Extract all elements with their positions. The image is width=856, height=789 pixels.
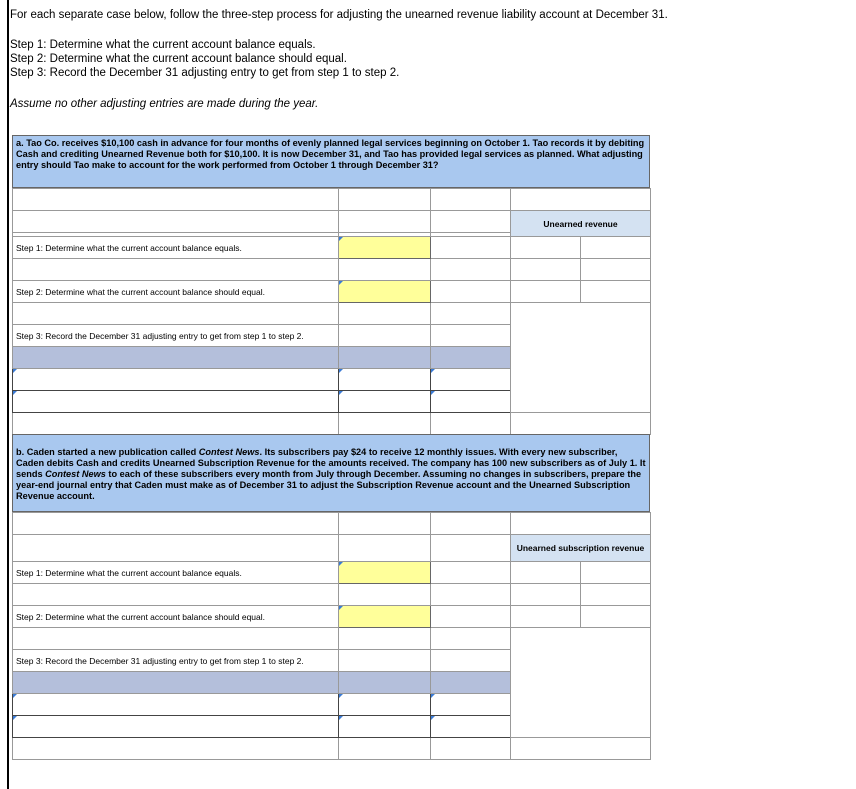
- case-a-step3-label: Step 3: Record the December 31 adjusting entry to get from step 1 to step 2.: [13, 325, 339, 347]
- t-account-field[interactable]: [581, 583, 654, 606]
- journal-account-field[interactable]: [13, 390, 342, 413]
- empty-cell: [511, 628, 651, 738]
- case-a-step2-input[interactable]: [339, 281, 431, 303]
- journal-account-field[interactable]: [13, 693, 342, 716]
- case-b-publication-name: Contest News: [198, 447, 260, 457]
- empty-cell: [339, 584, 431, 606]
- journal-account-field[interactable]: [13, 368, 342, 391]
- empty-cell: [339, 513, 431, 535]
- empty-cell: [13, 535, 339, 562]
- empty-cell: [431, 562, 511, 584]
- case-b-journal-debit-2[interactable]: [339, 716, 431, 738]
- instruction-step1: Step 1: Determine what the current account balance equals.: [10, 39, 316, 51]
- journal-debit-field[interactable]: [339, 368, 434, 391]
- case-a-t-debit-3[interactable]: [511, 281, 581, 303]
- case-b-t-credit-1[interactable]: [581, 562, 651, 584]
- case-b-t-debit-2[interactable]: [511, 584, 581, 606]
- case-a-t-debit-2[interactable]: [511, 259, 581, 281]
- case-a-t-debit-1[interactable]: [511, 237, 581, 259]
- case-a-step2-label: Step 2: Determine what the current account balance should equal.: [13, 281, 339, 303]
- case-a-journal-credit-1[interactable]: [431, 369, 511, 391]
- case-a-step2-field[interactable]: [339, 280, 434, 303]
- empty-cell: [339, 738, 431, 760]
- case-b-journal-account-2[interactable]: [13, 716, 339, 738]
- case-a-journal-debit-2[interactable]: [339, 391, 431, 413]
- case-a-step1-label: Step 1: Determine what the current account balance equals.: [13, 237, 339, 259]
- journal-debit-field[interactable]: [339, 693, 434, 716]
- empty-cell: [13, 584, 339, 606]
- empty-cell: [339, 259, 431, 281]
- empty-cell: [431, 211, 511, 237]
- empty-cell: [339, 628, 431, 650]
- empty-cell: [511, 513, 651, 535]
- empty-cell: [13, 413, 339, 435]
- empty-cell: [431, 606, 511, 628]
- journal-header-cell: [13, 672, 339, 694]
- case-b-step1-field[interactable]: [339, 561, 434, 584]
- empty-cell: [431, 413, 511, 435]
- t-account-field[interactable]: [511, 605, 584, 628]
- empty-cell: [13, 189, 339, 211]
- t-account-field[interactable]: [581, 258, 654, 281]
- empty-cell: [431, 628, 511, 650]
- case-b-text-2: . Its subscribers pay $24 to receive 12 monthly issues. With every new subscriber, Caden debits Cash and credits Unearned Subscription Revenue for the amounts received. The company has 100 new subscribers as of July 1. It sends: [16, 447, 646, 479]
- case-b-journal-debit-1[interactable]: [339, 694, 431, 716]
- journal-credit-field[interactable]: [431, 715, 514, 738]
- case-a-t-credit-2[interactable]: [581, 259, 651, 281]
- empty-cell: [339, 325, 431, 347]
- journal-account-field[interactable]: [13, 715, 342, 738]
- empty-cell: [339, 535, 431, 562]
- empty-cell: [13, 303, 339, 325]
- empty-cell: [13, 513, 339, 535]
- t-account-field[interactable]: [581, 236, 654, 259]
- empty-cell: [431, 281, 511, 303]
- empty-cell: [431, 237, 511, 259]
- empty-cell: [339, 189, 431, 211]
- instruction-step2: Step 2: Determine what the current account balance should equal.: [10, 53, 347, 65]
- journal-debit-field[interactable]: [339, 390, 434, 413]
- case-a-journal-debit-1[interactable]: [339, 369, 431, 391]
- case-b-text-1: b. Caden started a new publication called: [16, 447, 199, 457]
- empty-cell: [431, 584, 511, 606]
- case-a-journal-account-1[interactable]: [13, 369, 339, 391]
- case-a-journal-account-2[interactable]: [13, 391, 339, 413]
- journal-credit-field[interactable]: [431, 390, 514, 413]
- empty-cell: [431, 738, 511, 760]
- case-b-journal-account-1[interactable]: [13, 694, 339, 716]
- t-account-field[interactable]: [511, 258, 584, 281]
- empty-cell: [431, 189, 511, 211]
- instructions-text: For each separate case below, follow the three-step process for adjusting the unearned revenue liability account at December 31.: [10, 9, 668, 21]
- t-account-field[interactable]: [511, 280, 584, 303]
- empty-cell: [431, 650, 511, 672]
- case-b-text-3: to each of these subscribers every month from July through December. Assuming no changes in subscribers, prepare the year-end journal entry that Caden must make as of December 31 to adjust the Subscription Revenue account and the Unearned Subscription Revenue account.: [16, 469, 642, 501]
- empty-cell: [431, 325, 511, 347]
- case-b-t-debit-3[interactable]: [511, 606, 581, 628]
- t-account-field[interactable]: [511, 236, 584, 259]
- case-b-t-credit-2[interactable]: [581, 584, 651, 606]
- case-b-step2-label: Step 2: Determine what the current account balance should equal.: [13, 606, 339, 628]
- empty-cell: [339, 303, 431, 325]
- empty-cell: [431, 513, 511, 535]
- case-b-table: [12, 512, 651, 760]
- empty-cell: [511, 303, 651, 413]
- case-a-description: a. Tao Co. receives $10,100 cash in advance for four months of evenly planned legal services beginning on October 1. Tao records it by debiting Cash and crediting Unearned Revenue both for $10,100. It is now December 31, and Tao has provided legal services as planned. What adjusting entry should Tao make to account for the work performed from October 1 through December 31?: [12, 135, 650, 188]
- case-b-journal-credit-2[interactable]: [431, 716, 511, 738]
- empty-cell: [13, 211, 339, 237]
- case-b-t-debit-1[interactable]: [511, 562, 581, 584]
- case-b-journal-credit-1[interactable]: [431, 694, 511, 716]
- empty-cell: [511, 738, 651, 760]
- t-account-field[interactable]: [581, 561, 654, 584]
- empty-cell: [339, 650, 431, 672]
- empty-cell: [431, 303, 511, 325]
- journal-header-cell: [431, 672, 511, 694]
- journal-debit-field[interactable]: [339, 715, 434, 738]
- case-b-step3-label: Step 3: Record the December 31 adjusting entry to get from step 1 to step 2.: [13, 650, 339, 672]
- journal-header-cell: [339, 347, 431, 369]
- case-a-table-body: [12, 210, 651, 435]
- empty-cell: [431, 259, 511, 281]
- case-a-journal-credit-2[interactable]: [431, 391, 511, 413]
- case-a-t-credit-3[interactable]: [581, 281, 651, 303]
- journal-credit-field[interactable]: [431, 693, 514, 716]
- instruction-step3: Step 3: Record the December 31 adjusting entry to get from step 1 to step 2.: [10, 67, 400, 79]
- empty-cell: [339, 413, 431, 435]
- empty-cell: [13, 738, 339, 760]
- case-a-step1-input[interactable]: [339, 237, 431, 259]
- t-account-field[interactable]: [581, 280, 654, 303]
- assume-note: Assume no other adjusting entries are made during the year.: [10, 98, 319, 110]
- journal-credit-field[interactable]: [431, 368, 514, 391]
- empty-cell: [431, 535, 511, 562]
- page-left-border: [7, 0, 9, 789]
- journal-header-cell: [13, 347, 339, 369]
- case-b-step1-input[interactable]: [339, 562, 431, 584]
- case-b-description: [12, 434, 650, 512]
- case-b-account-header: Unearned subscription revenue: [511, 535, 651, 562]
- case-b-step2-input[interactable]: [339, 606, 431, 628]
- case-b-t-credit-3[interactable]: [581, 606, 651, 628]
- empty-cell: [511, 413, 651, 435]
- empty-cell: [13, 259, 339, 281]
- case-b-publication-name: Contest News: [45, 469, 106, 479]
- t-account-field[interactable]: [581, 605, 654, 628]
- case-b-step1-label: Step 1: Determine what the current account balance equals.: [13, 562, 339, 584]
- journal-header-cell: [431, 347, 511, 369]
- t-account-field[interactable]: [511, 561, 584, 584]
- case-a-account-header: Unearned revenue: [511, 211, 651, 237]
- t-account-field[interactable]: [511, 583, 584, 606]
- empty-cell: [339, 211, 431, 237]
- case-a-t-credit-1[interactable]: [581, 237, 651, 259]
- empty-cell: [13, 628, 339, 650]
- case-a-step1-field[interactable]: [339, 236, 434, 259]
- case-b-step2-field[interactable]: [339, 605, 434, 628]
- journal-header-cell: [339, 672, 431, 694]
